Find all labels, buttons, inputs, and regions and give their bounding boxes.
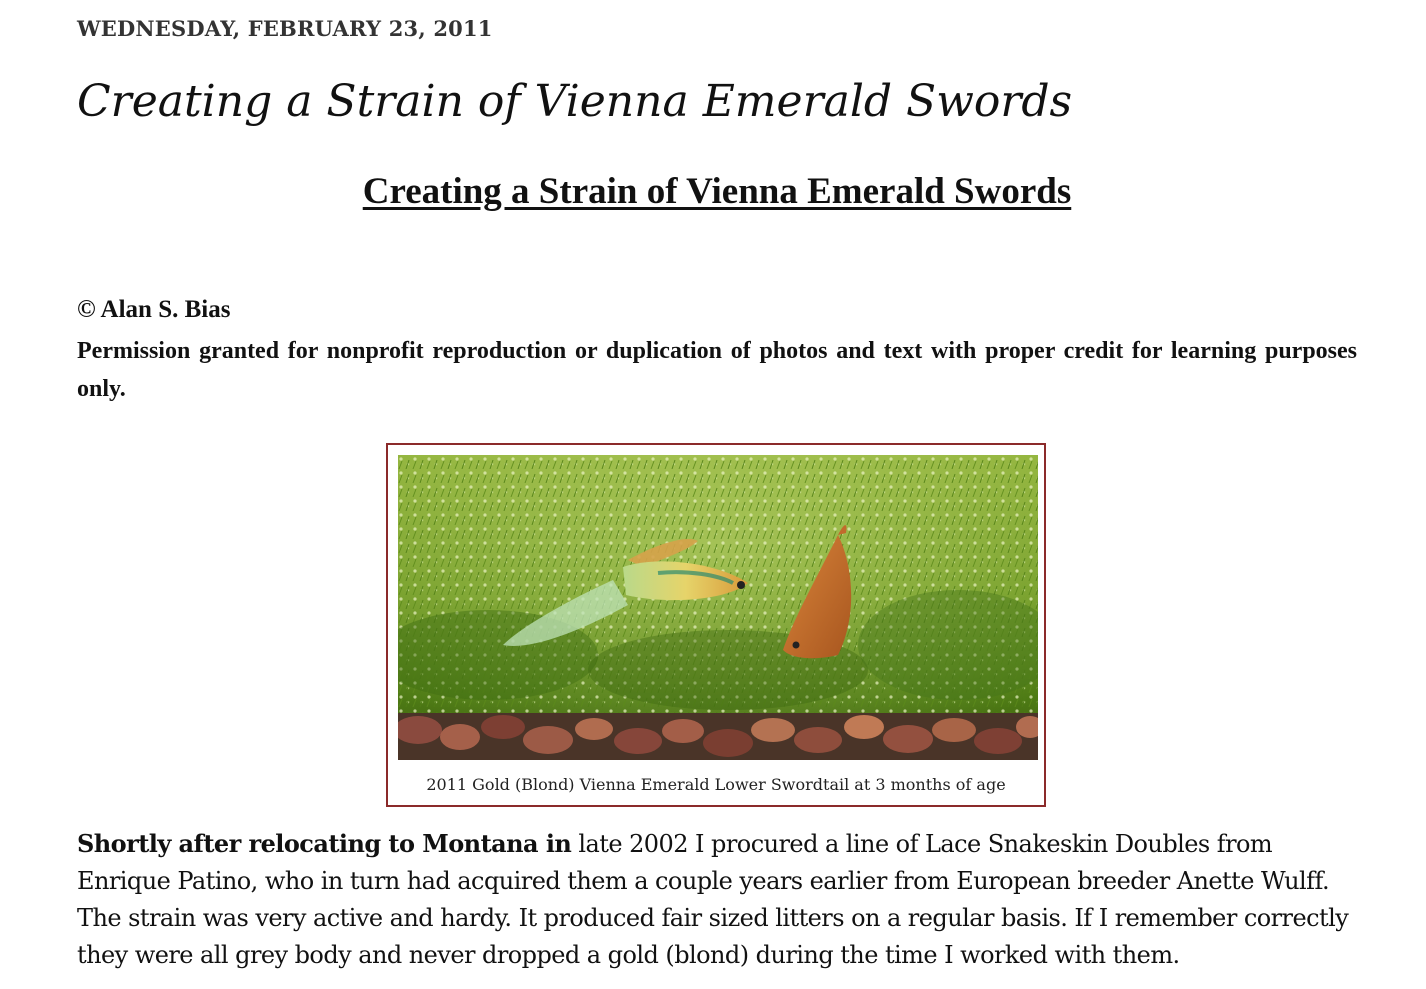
- copyright-author: © Alan S. Bias: [77, 296, 231, 323]
- article-paragraph: [77, 825, 1367, 974]
- photo-caption: 2011 Gold (Blond) Vienna Emerald Lower Swordtail at 3 months of age: [426, 775, 1006, 794]
- post-title[interactable]: Creating a Strain of Vienna Emerald Swords: [77, 76, 1073, 127]
- post-date: WEDNESDAY, FEBRUARY 23, 2011: [77, 16, 493, 41]
- article-heading: Creating a Strain of Vienna Emerald Swords: [362, 171, 1072, 212]
- paragraph-text: late 2002 I procured a line of Lace Snakeskin Doubles from Enrique Patino, who in turn had acquired them a couple years earlier from European breeder Anette Wulff. The strain was very active and hardy. It produced fair sized litters on a regular basis. If I remember correctly they were all grey body and never dropped a gold (blond) during the time I worked with them.: [77, 830, 1349, 969]
- guppy-photo[interactable]: [398, 455, 1038, 760]
- paragraph-lead: Shortly after relocating to Montana in: [77, 829, 572, 858]
- photo-figure: [386, 443, 1046, 807]
- permission-notice: Permission granted for nonprofit reproduction or duplication of photos and text with proper credit for learning purposes only.: [77, 338, 1357, 402]
